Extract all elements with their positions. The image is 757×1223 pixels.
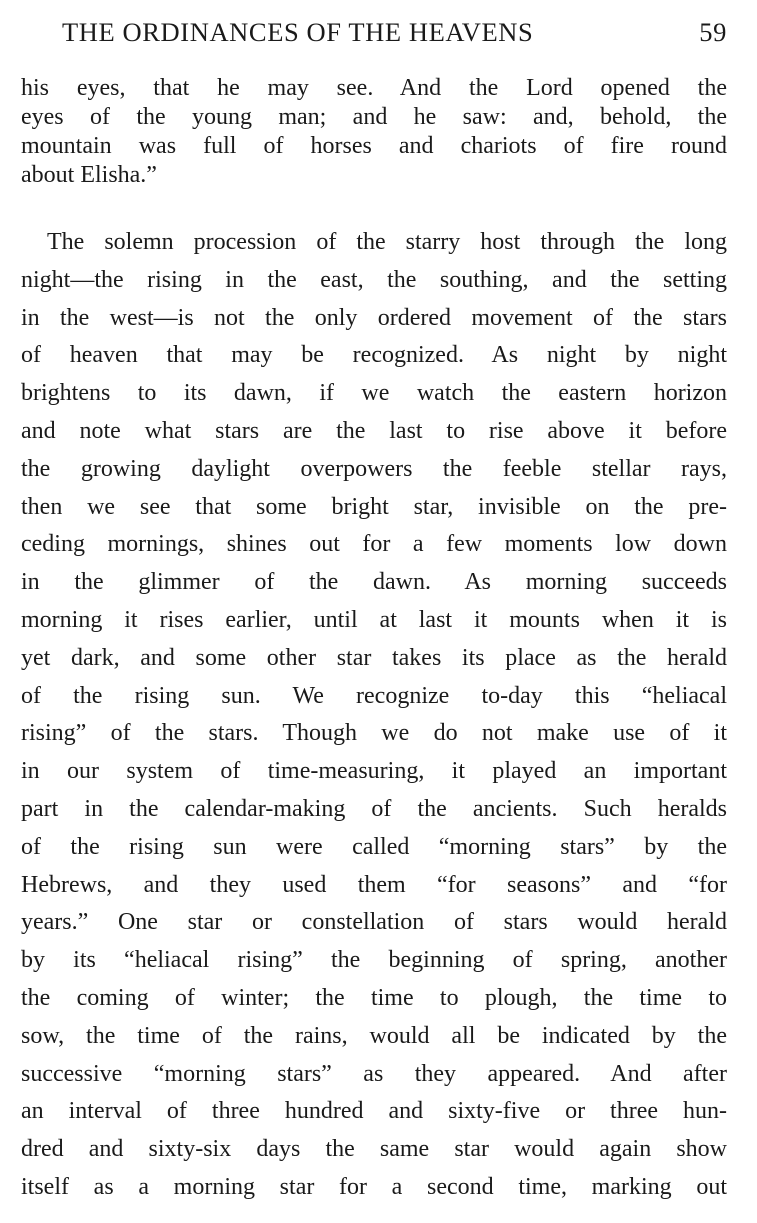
paragraph-line: ceding mornings, shines out for a few moments low down — [21, 531, 727, 558]
paragraph-line: rising” of the stars. Though we do not make use of it — [21, 720, 727, 747]
paragraph-line: years.” One star or constellation of stars would herald — [21, 909, 727, 936]
paragraph-line: then we see that some bright star, invisible on the pre- — [21, 493, 727, 520]
paragraph-line: and note what stars are the last to rise above it before — [21, 417, 727, 444]
paragraph-line: the coming of winter; the time to plough, the time to — [21, 984, 727, 1011]
paragraph-line: The solemn procession of the starry host through the long — [47, 229, 727, 255]
paragraph-line: successive “morning stars” as they appeared. And after — [21, 1060, 727, 1087]
paragraph-line: an interval of three hundred and sixty-five or three hun- — [21, 1098, 727, 1125]
paragraph-line: sow, the time of the rains, would all be indicated by the — [21, 1022, 727, 1049]
quote-line: mountain was full of horses and chariots of fire round — [21, 133, 727, 159]
paragraph-line: itself as a morning star for a second time, marking out — [21, 1173, 727, 1200]
page-number: 59 — [699, 17, 727, 47]
paragraph-line: in the west—is not the only ordered movement of the stars — [21, 304, 727, 331]
paragraph-line: part in the calendar-making of the ancients. Such heralds — [21, 795, 727, 822]
paragraph-line: of the rising sun were called “morning stars” by the — [21, 833, 727, 860]
paragraph-line: the growing daylight overpowers the feeble stellar rays, — [21, 455, 727, 482]
quote-line: about Elisha.” — [21, 162, 157, 188]
book-page — [21, 14, 727, 1207]
paragraph-line: dred and sixty-six days the same star would again show — [21, 1136, 727, 1163]
quotation-block — [21, 74, 727, 190]
paragraph-line: in our system of time-measuring, it played an important — [21, 758, 727, 785]
paragraph-line: of the rising sun. We recognize to-day this “heliacal — [21, 682, 727, 709]
paragraph-line: night—the rising in the east, the southing, and the setting — [21, 266, 727, 293]
paragraph-line: Hebrews, and they used them “for seasons” and “for — [21, 871, 727, 898]
paragraph-line: by its “heliacal rising” the beginning of spring, another — [21, 947, 727, 974]
paragraph-line: morning it rises earlier, until at last it mounts when it is — [21, 606, 727, 633]
body-paragraph — [21, 224, 727, 1207]
paragraph-line: yet dark, and some other star takes its place as the herald — [21, 644, 727, 671]
running-head — [21, 14, 727, 52]
paragraph-line: in the glimmer of the dawn. As morning succeeds — [21, 569, 727, 596]
running-title: THE ORDINANCES OF THE HEAVENS — [62, 17, 534, 47]
paragraph-line: of heaven that may be recognized. As night by night — [21, 342, 727, 369]
quote-line: his eyes, that he may see. And the Lord opened the — [21, 75, 727, 101]
paragraph-line: brightens to its dawn, if we watch the eastern horizon — [21, 380, 727, 407]
quote-line: eyes of the young man; and he saw: and, behold, the — [21, 104, 727, 130]
